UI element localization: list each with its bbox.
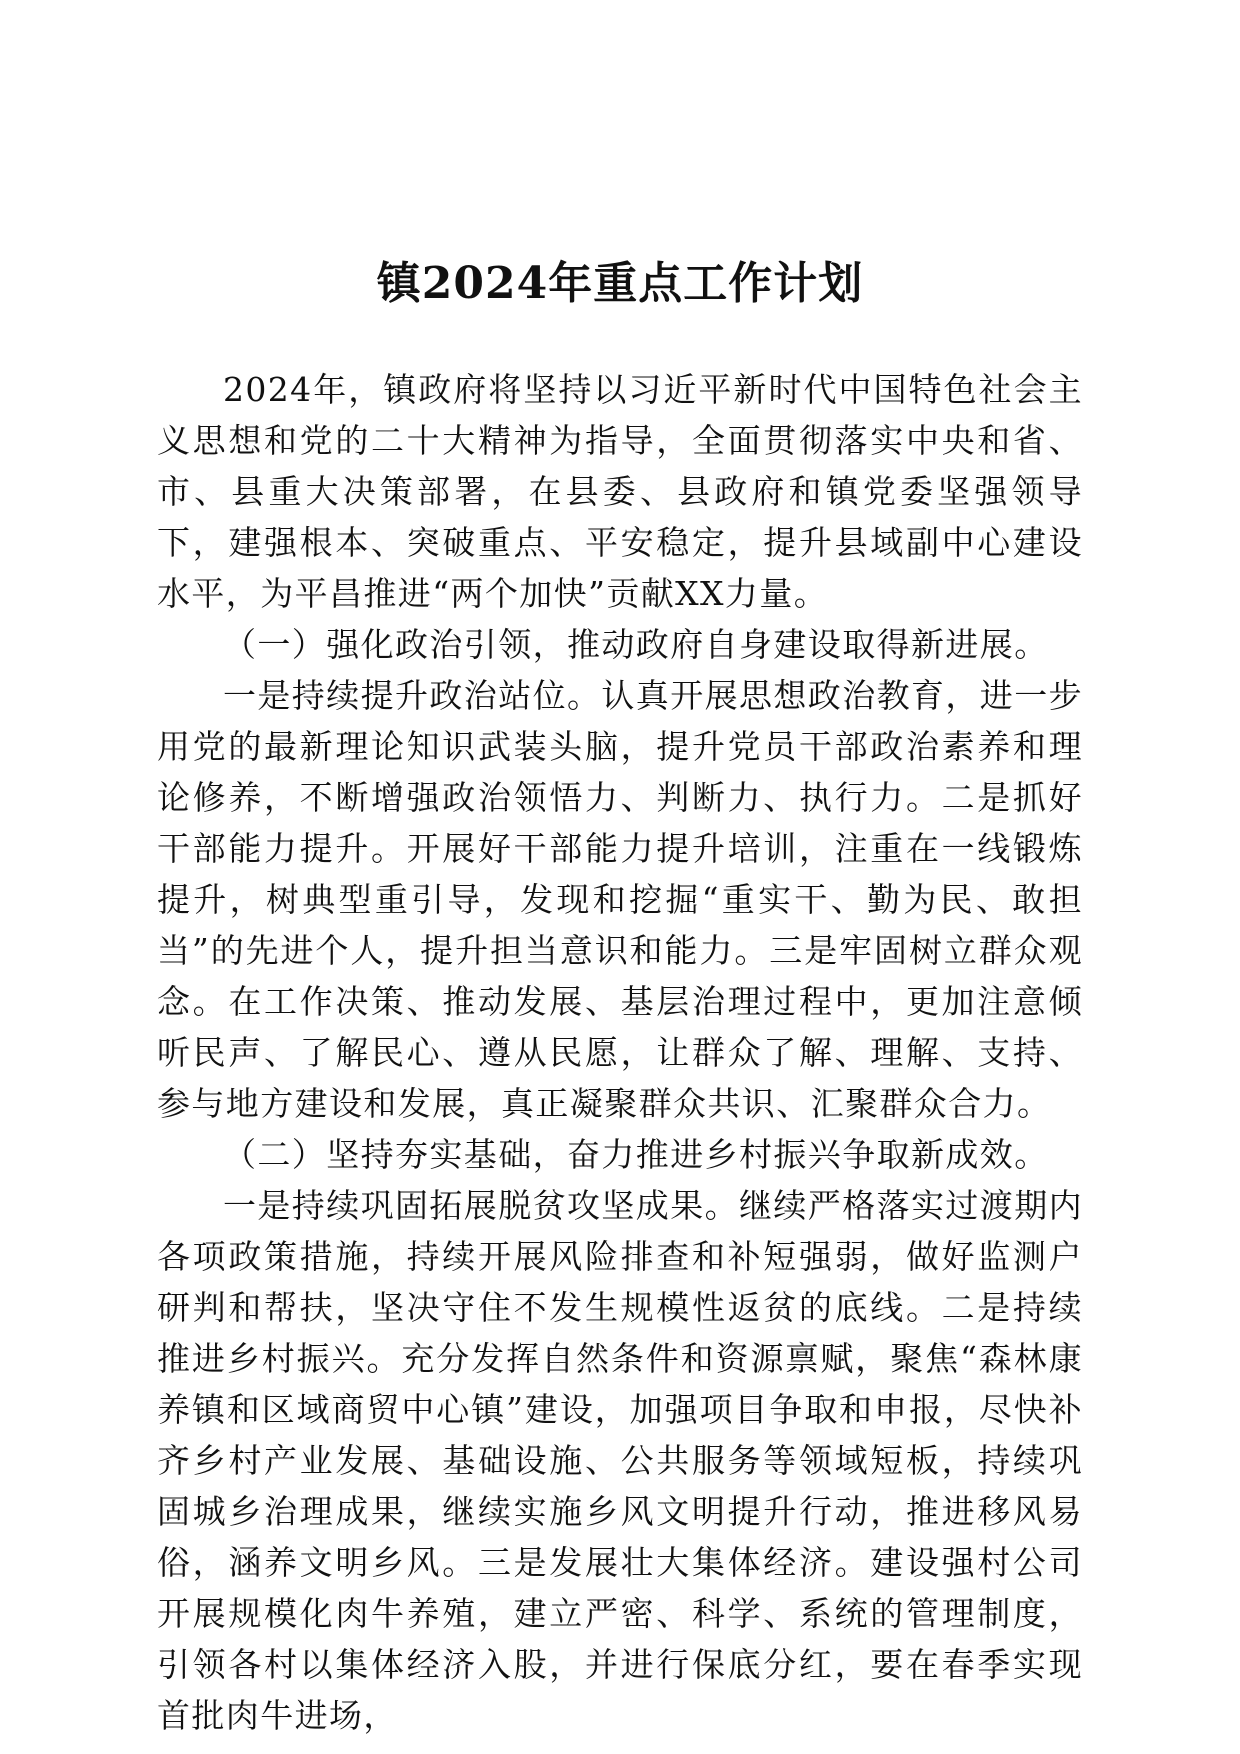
intro-paragraph: 2024年，镇政府将坚持以习近平新时代中国特色社会主义思想和党的二十大精神为指导，全面贯彻落实中央和省、市、县重大决策部署，在县委、县政府和镇党委坚强领导下，建强根本、突破重点、平安稳定，提升县域副中心建设水平，为平昌推进“两个加快”贡献XX力量。 xyxy=(157,370,1083,613)
section-heading-2: （二）坚持夯实基础，奋力推进乡村振兴争取新成效。 xyxy=(223,1135,1049,1174)
section-heading-1: （一）强化政治引领，推动政府自身建设取得新进展。 xyxy=(223,625,1049,664)
section-1-paragraph: 一是持续提升政治站位。认真开展思想政治教育，进一步用党的最新理论知识武装头脑，提升党员干部政治素养和理论修养，不断增强政治领悟力、判断力、执行力。二是抓好干部能力提升。开展好干部能力提升培训，注重在一线锻炼提升，树典型重引导，发现和挖掘“重实干、勤为民、敢担当”的先进个人，提升担当意识和能力。三是牢固树立群众观念。在工作决策、推动发展、基层治理过程中，更加注意倾听民声、了解民心、遵从民愿，让群众了解、理解、支持、参与地方建设和发展，真正凝聚群众共识、汇聚群众合力。 xyxy=(157,676,1083,1123)
document-body xyxy=(157,364,1083,1741)
section-2-paragraph: 一是持续巩固拓展脱贫攻坚成果。继续严格落实过渡期内各项政策措施，持续开展风险排查和补短强弱，做好监测户研判和帮扶，坚决守住不发生规模性返贫的底线。二是持续推进乡村振兴。充分发挥自然条件和资源禀赋，聚焦“森林康养镇和区域商贸中心镇”建设，加强项目争取和申报，尽快补齐乡村产业发展、基础设施、公共服务等领域短板，持续巩固城乡治理成果，继续实施乡风文明提升行动，推进移风易俗，涵养文明乡风。三是发展壮大集体经济。建设强村公司开展规模化肉牛养殖，建立严密、科学、系统的管理制度，引领各村以集体经济入股，并进行保底分红，要在春季实现首批肉牛进场， xyxy=(157,1186,1083,1735)
document-title: 镇2024年重点工作计划 xyxy=(376,258,864,309)
